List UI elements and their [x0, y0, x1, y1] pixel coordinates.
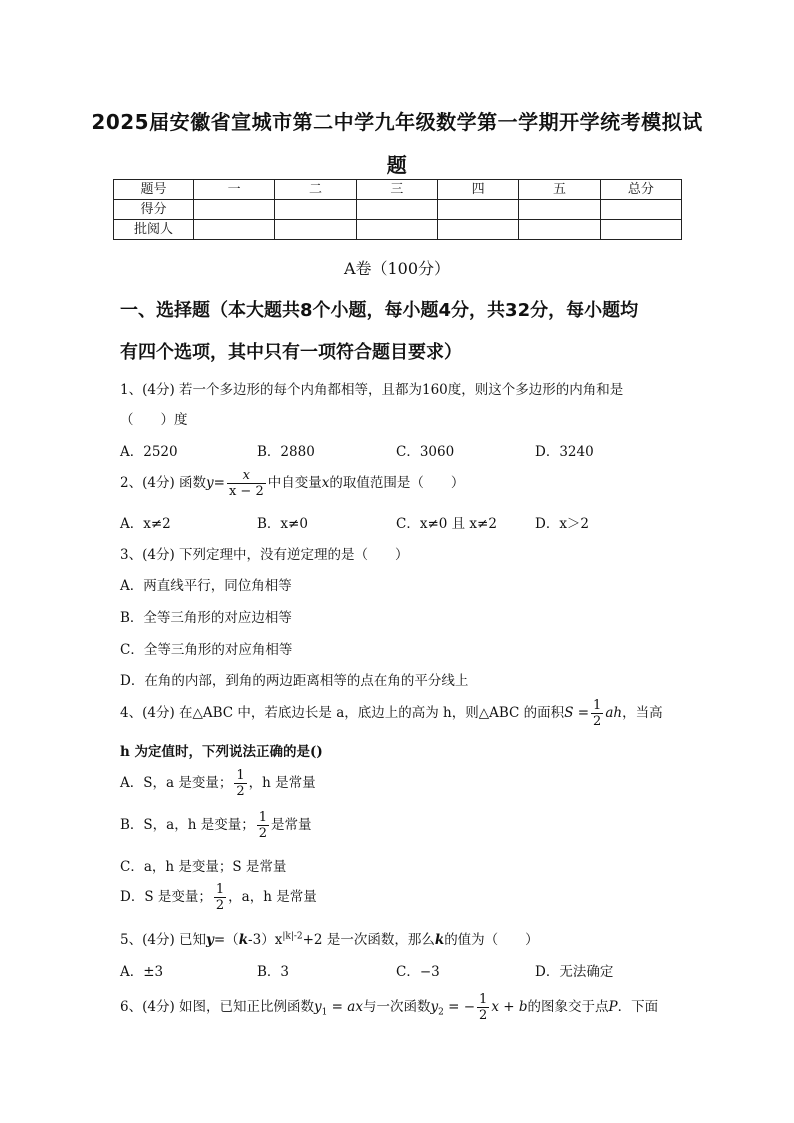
q5-mid: =（ [213, 932, 239, 948]
q4-option-d-pre: D．S 是变量； [120, 889, 212, 905]
exam-title-line2: 题 [386, 153, 408, 177]
q2-var-x: x [321, 475, 330, 491]
q2-frac-num: x [242, 468, 251, 483]
q4-option-a-num: 1 [236, 768, 245, 783]
q1-option-a: A．2520 [120, 444, 178, 460]
score-table-header-cell: 一 [194, 180, 275, 200]
score-row [114, 200, 682, 220]
q5-suffix2: 的值为（ ） [444, 932, 539, 948]
score-cell[interactable] [275, 200, 356, 220]
q3-stem: 3、(4分) 下列定理中，没有逆定理的是（ ） [120, 547, 409, 563]
q5-option-a: A．±3 [120, 964, 164, 980]
score-table-header-cell: 三 [356, 180, 437, 200]
score-row-label: 得分 [114, 200, 194, 220]
q4-stem-line2: h 为定值时，下列说法正确的是() [120, 744, 323, 760]
q4-option-b-num: 1 [258, 810, 267, 825]
q6-var-y2: y [430, 999, 439, 1015]
q4-option-b-fraction [257, 810, 269, 841]
grader-cell[interactable] [194, 220, 275, 240]
q6-suffix: 的图象交于点 [527, 999, 609, 1015]
q4-prefix: 4、(4分) 在△ABC 中，若底边长是 a，底边上的高为 h，则△ABC 的面积 [120, 705, 565, 721]
score-cell[interactable] [437, 200, 518, 220]
q4-half-den: 2 [593, 714, 602, 729]
q2-option-a: A．x≠2 [120, 516, 171, 532]
q1-stem-line1: 1、(4分) 若一个多边形的每个内角都相等，且都为160度，则这个多边形的内角和是 [120, 382, 624, 398]
q3-option-d: D．在角的内部，到角的两边距离相等的点在角的平分线上 [120, 673, 469, 689]
q6-frac-num: 1 [479, 992, 488, 1007]
q6-sub2: 2 [438, 1007, 444, 1018]
q6-eq3: x + b [491, 999, 528, 1015]
score-table-header-row [114, 180, 682, 200]
q6-stem [120, 992, 658, 1023]
exam-title-line1: 2025届安徽省宣城市第二中学九年级数学第一学期开学统考模拟试 [91, 110, 703, 134]
q6-point-p: P [608, 999, 618, 1015]
q5-stem [120, 928, 539, 948]
q1-option-b: B．2880 [257, 444, 315, 460]
grader-cell[interactable] [600, 220, 681, 240]
score-table-header-cell: 二 [275, 180, 356, 200]
score-table [113, 179, 682, 240]
q2-option-c: C．x≠0 且 x≠2 [396, 516, 497, 532]
q4-option-a-fraction [234, 768, 246, 799]
q1-option-c: C．3060 [396, 444, 455, 460]
part-a-heading: A卷（100分） [343, 259, 451, 278]
q4-option-b [120, 810, 312, 841]
q4-option-b-pre: B．S，a，h 是变量； [120, 817, 255, 833]
q4-option-a-pre: A．S，a 是变量； [120, 775, 233, 791]
score-table-header-cell: 四 [437, 180, 518, 200]
q4-stem-line1 [120, 698, 663, 729]
q1-option-d: D．3240 [535, 444, 594, 460]
q2-stem [120, 468, 464, 499]
q4-half-fraction [591, 698, 603, 729]
q2-equals: = [213, 475, 225, 491]
section1-heading-line2: 有四个选项，其中只有一项符合题目要求） [120, 342, 462, 363]
q6-suffix2: ．下面 [617, 999, 659, 1015]
q3-option-a: A．两直线平行，同位角相等 [120, 578, 292, 594]
q4-option-c: C．a，h 是变量；S 是常量 [120, 859, 287, 875]
q4-option-d-den: 2 [215, 898, 225, 913]
q6-eq1: = ax [327, 999, 363, 1015]
q2-frac-den: x − 2 [228, 484, 264, 499]
grader-row-label: 批阅人 [114, 220, 194, 240]
q5-var-k2: k [434, 932, 445, 948]
q5-var-k: k [238, 932, 249, 948]
grader-cell[interactable] [519, 220, 600, 240]
q4-formula-right: ah [605, 705, 623, 721]
q6-prefix: 6、(4分) 如图，已知正比例函数 [120, 999, 315, 1015]
q2-option-b: B．x≠0 [257, 516, 308, 532]
q1-stem-line2: （ ）度 [120, 412, 188, 428]
q4-option-d-fraction [214, 882, 226, 913]
q2-option-d: D．x＞2 [535, 516, 590, 532]
score-table-header-cell: 五 [519, 180, 600, 200]
q6-eq2: = − [443, 999, 476, 1015]
score-cell[interactable] [194, 200, 275, 220]
q5-prefix: 5、(4分) 已知 [120, 932, 207, 948]
q2-prefix: 2、(4分) 函数 [120, 475, 207, 491]
q5-option-c: C．−3 [396, 964, 440, 980]
q4-option-b-post: 是常量 [271, 817, 312, 833]
q6-sub1: 1 [321, 1007, 328, 1018]
grader-row [114, 220, 682, 240]
q2-var-y: y [206, 475, 214, 491]
q5-var-x: x [274, 932, 283, 948]
grader-cell[interactable] [437, 220, 518, 240]
q6-fraction [477, 992, 489, 1023]
q3-option-c: C．全等三角形的对应角相等 [120, 642, 293, 658]
section1-heading-line1: 一、选择题（本大题共8个小题，每小题4分，共32分，每小题均 [120, 300, 639, 321]
q3-option-b: B．全等三角形的对应边相等 [120, 610, 292, 626]
grader-cell[interactable] [275, 220, 356, 240]
q6-mid: 与一次函数 [362, 999, 431, 1015]
q2-suffix2: 的取值范围是（ ） [329, 475, 465, 491]
q4-option-d-post: ，a，h 是常量 [228, 889, 317, 905]
q4-option-d-num: 1 [215, 882, 225, 897]
q6-frac-den: 2 [479, 1008, 488, 1023]
q4-option-b-den: 2 [258, 826, 267, 841]
score-cell[interactable] [600, 200, 681, 220]
q4-option-a-den: 2 [236, 784, 245, 799]
q4-half-num: 1 [593, 698, 602, 713]
q2-suffix1: 中自变量 [267, 475, 322, 491]
q5-mid2: -3） [248, 932, 275, 948]
score-table-header-cell: 题号 [114, 180, 194, 200]
q4-option-a-post: ，h 是常量 [248, 775, 316, 791]
q5-option-b: B．3 [257, 964, 290, 980]
score-cell[interactable] [519, 200, 600, 220]
score-cell[interactable] [356, 200, 437, 220]
q6-var-y1: y [314, 999, 322, 1015]
score-table-header-cell: 总分 [600, 180, 681, 200]
q5-suffix: +2 是一次函数，那么 [302, 932, 435, 948]
q4-formula-left: S = [564, 705, 590, 721]
q5-option-d: D．无法确定 [535, 964, 614, 980]
grader-cell[interactable] [356, 220, 437, 240]
q4-suffix: ，当高 [622, 705, 663, 721]
q4-option-d [120, 882, 317, 913]
q2-fraction [227, 468, 266, 499]
q4-option-a [120, 768, 316, 799]
q5-var-y: y [206, 932, 214, 948]
q5-exponent: |k|-2 [282, 931, 303, 942]
